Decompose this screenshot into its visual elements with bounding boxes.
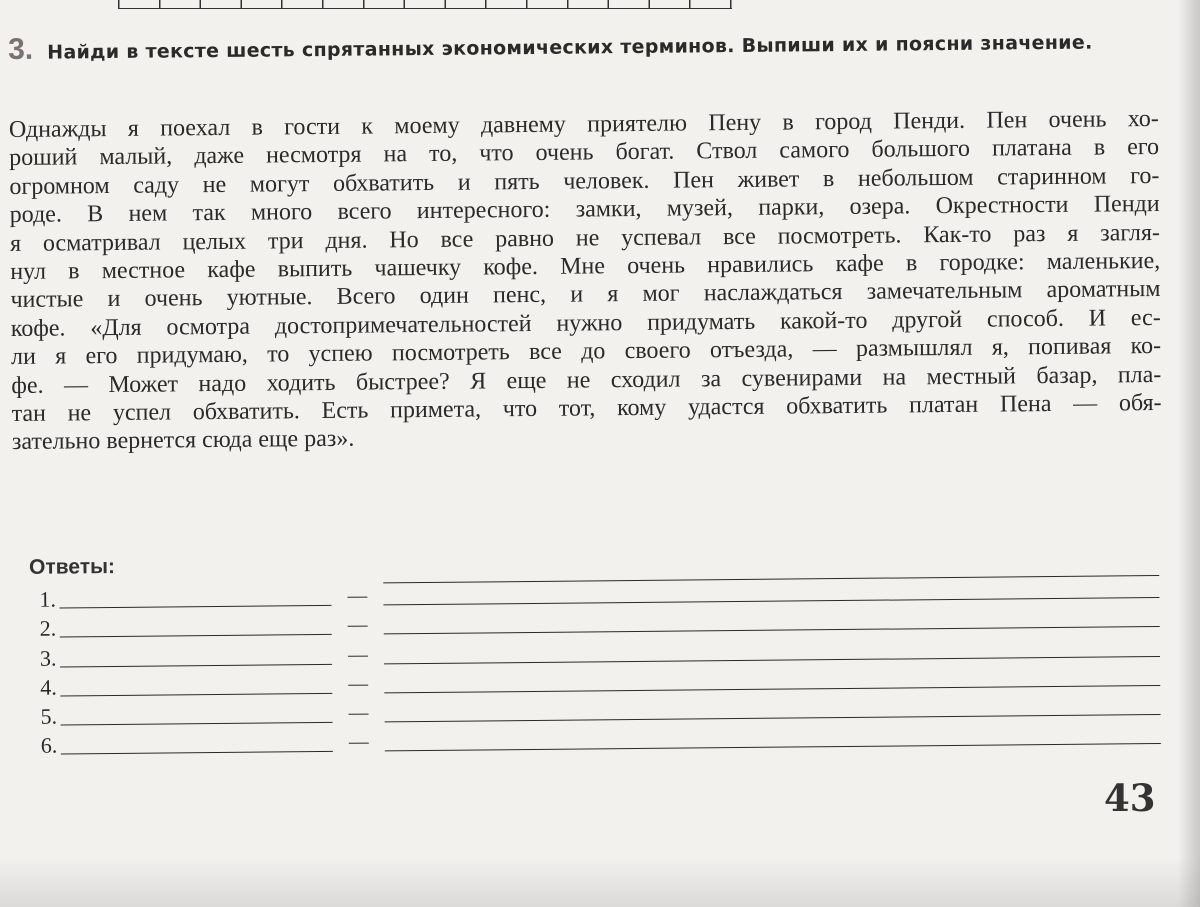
passage-line: фе. — Может надо ходить быстрее? Я еще не сходил за сувенирами на местный базар, пла- — [11, 361, 1162, 399]
passage-line: зательно вернется сюда еще раз». — [11, 425, 355, 456]
answer-dash — [348, 655, 368, 656]
page-number: 43 — [1104, 776, 1156, 820]
passage-line: кофе. «Для осмотра достопримечательностей нужно придумать какой-то другой способ. И ес- — [10, 304, 1161, 342]
answer-number: 5. — [40, 703, 58, 729]
passage-line: Однажды я поехал в гости к моему давнему приятелю Пену в город Пенди. Пен очень хо- — [8, 105, 1159, 143]
top-answer-grid — [118, 0, 732, 9]
task-instruction: Найди в тексте шесть спрятанных экономических терминов. Выпиши их и поясни значение. — [47, 31, 1093, 64]
answer-dash — [349, 743, 369, 744]
passage-line: чистые и очень уютные. Всего один пенс, и я мог наслаждаться замечательным ароматным — [10, 276, 1161, 314]
answer-extra-line[interactable] — [383, 575, 1159, 583]
passage-text — [9, 105, 1162, 457]
answers-section — [29, 545, 1181, 757]
answer-meaning-line[interactable] — [385, 743, 1161, 751]
task-number: 3. — [7, 32, 34, 66]
passage-line: я осматривал целых три дня. Но все равно не успевал все посмотреть. Как-то раз я загля- — [9, 219, 1161, 257]
passage-line: роший малый, даже несмотря на то, что очень богат. Ствол самого большого платана в его — [9, 134, 1160, 172]
passage-line: роде. В нем так много всего интересного: замки, музей, парки, озера. Окрестности Пенди — [9, 191, 1160, 229]
answer-number: 4. — [40, 674, 57, 700]
answer-number: 1. — [39, 586, 57, 612]
passage-line: огромном саду не могут обхватить и пять человек. Пен живет в небольшом старинном го- — [9, 162, 1160, 200]
answers-title: Ответы: — [28, 554, 116, 579]
answer-dash — [347, 597, 367, 598]
answer-dash — [348, 684, 368, 685]
passage-line: тан не успел обхватить. Есть примета, что тот, кому удастся обхватить платан Пена — обя- — [11, 389, 1162, 427]
answer-term-line[interactable] — [61, 751, 333, 755]
answer-number: 2. — [39, 615, 57, 642]
page-bottom-shadow — [0, 857, 1200, 907]
task-block — [7, 25, 1162, 758]
passage-line: ли я его придумаю, то успею посмотреть все до своего отъезда, — размышлял я, попивая ко- — [10, 333, 1162, 371]
page-edge-shadow — [1178, 0, 1200, 907]
answer-dash — [349, 714, 369, 715]
answer-dash — [348, 626, 368, 627]
task-heading — [8, 25, 1158, 67]
answer-number: 3. — [39, 645, 57, 671]
passage-line: нул в местное кафе выпить чашечку кофе. Мне очень нравились кафе в городке: маленькие, — [10, 247, 1161, 285]
answer-number: 6. — [40, 732, 58, 758]
